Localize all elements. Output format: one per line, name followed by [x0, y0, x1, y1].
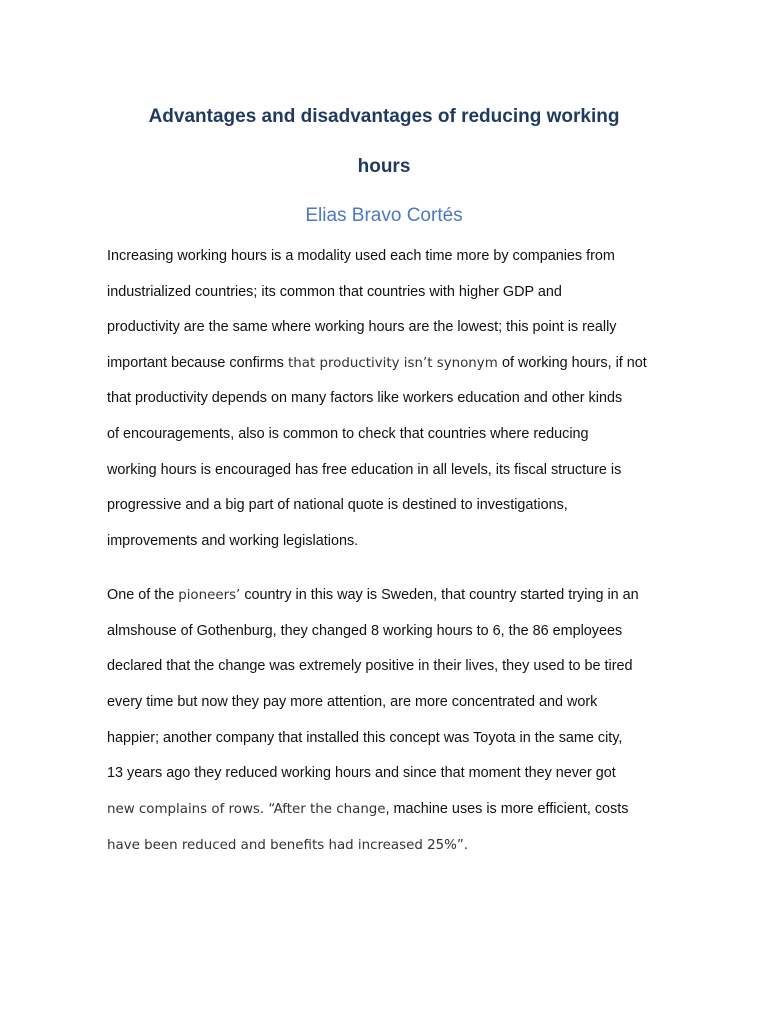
paragraph-line: 13 years ago they reduced working hours and since that moment they never got [107, 765, 616, 781]
paragraph-line [107, 837, 468, 853]
paragraph-line: every time but now they pay more attention, are more concentrated and work [107, 694, 598, 710]
document-title-line-1: Advantages and disadvantages of reducing working [148, 106, 620, 127]
paragraph-line: productivity are the same where working hours are the lowest; this point is really [107, 319, 617, 335]
paragraph-line: that productivity depends on many factors like workers education and other kinds [107, 390, 623, 406]
paragraph-line: happier; another company that installed this concept was Toyota in the same city, [107, 730, 623, 746]
paragraph-line [107, 587, 639, 603]
paragraph-line: improvements and working legislations. [107, 533, 359, 549]
document-title-line-2: hours [357, 156, 411, 177]
text-span-alt-font: new complains of rows. “After the change [107, 802, 386, 817]
paragraph-line: declared that the change was extremely positive in their lives, they used to be tired [107, 658, 633, 674]
paragraph-line: industrialized countries; its common that countries with higher GDP and [107, 284, 562, 300]
paragraph-line: working hours is encouraged has free education in all levels, its fiscal structure is [107, 462, 622, 478]
text-span: One of the [107, 587, 179, 603]
text-span-alt-font: that productivity isn’t synonym [283, 356, 503, 371]
text-span: country in this way is Sweden, that country started trying in an [240, 587, 639, 603]
paragraph-line [107, 801, 628, 817]
author-name: Elias Bravo Cortés [305, 205, 463, 226]
paragraph-line: Increasing working hours is a modality used each time more by companies from [107, 248, 615, 264]
paragraph-line: progressive and a big part of national quote is destined to investigations, [107, 497, 568, 513]
paragraph-line [107, 355, 647, 371]
text-span-alt-font: have been reduced and benefits had increased 25%”. [107, 838, 469, 853]
text-span: , machine uses is more efficient, costs [385, 801, 629, 817]
text-span: important because confirms [107, 355, 284, 371]
paragraph-line: almshouse of Gothenburg, they changed 8 working hours to 6, the 86 employees [107, 623, 623, 639]
paragraph-line: of encouragements, also is common to check that countries where reducing [107, 426, 589, 442]
text-span-alt-font: pioneers’ [178, 588, 241, 603]
text-span: of working hours, if not [502, 355, 647, 371]
